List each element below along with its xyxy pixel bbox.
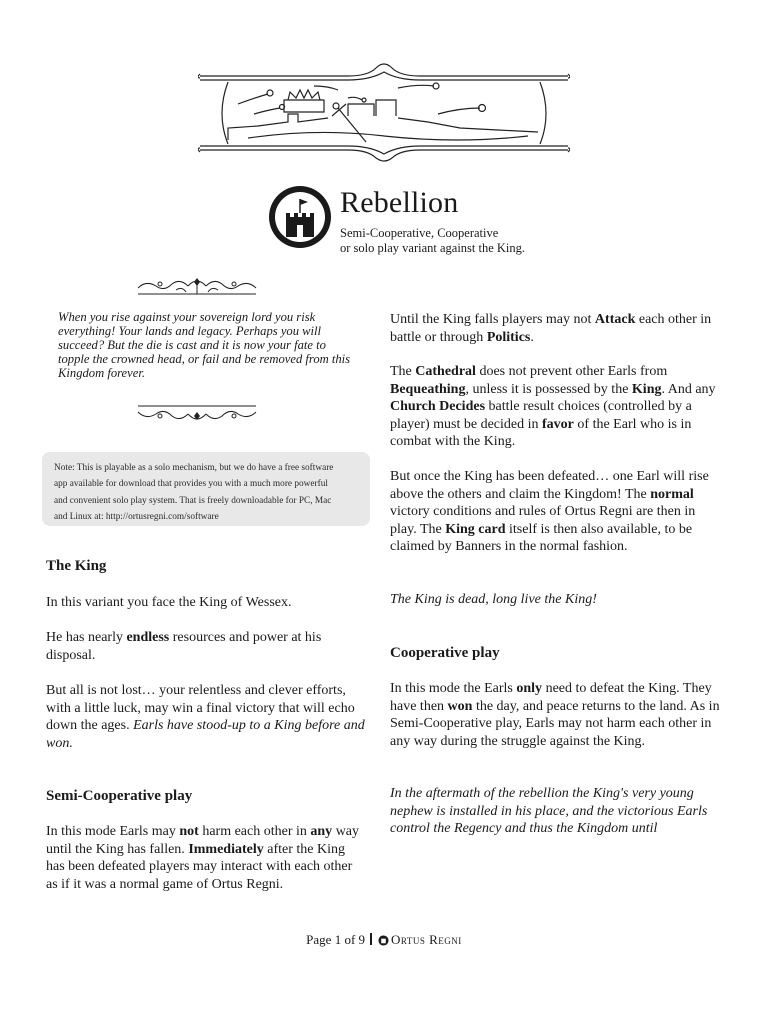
note-line-1: Note: This is playable as a solo mechanism, but we do have a free software bbox=[54, 463, 334, 473]
note-line-4: and Linux at: http://ortusregni.com/software bbox=[54, 511, 219, 522]
note-text bbox=[54, 460, 364, 525]
page-subtitle bbox=[340, 226, 600, 256]
subtitle-line-1: Semi-Cooperative, Cooperative bbox=[340, 226, 499, 240]
cooperative-italic-paragraph: In the aftermath of the rebellion the King's very young nephew is installed in his place, and the victorious Earls control the Regency and thus the Kingdom until bbox=[390, 786, 708, 836]
right-paragraph-1: Until the King falls players may not Attack each other in battle or through Politics. bbox=[390, 312, 712, 345]
flourish-ornament-bottom bbox=[136, 402, 258, 424]
cooperative-paragraph: In this mode the Earls only need to defeat the King. They have then won the day, and peace returns to the land. As in Semi-Cooperative play, Earls may not harm each other in any way during the struggle against the King. bbox=[390, 681, 720, 749]
right-paragraph-3: But once the King has been defeated… one Earl will rise above the others and claim the Kingdom! The normal victory conditions and rules of Ortus Regni are then in play. The King card itself is then also available, to be claimed by Banners in the normal fashion. bbox=[390, 469, 709, 554]
page-footer bbox=[0, 932, 768, 948]
page-title: Rebellion bbox=[340, 186, 459, 219]
semi-cooperative-paragraph: In this mode Earls may not harm each other in any way until the King has fallen. Immediately after the King has been defeated players may interact with each other as if it was a normal game of Ortus Regni. bbox=[46, 824, 360, 892]
heading-semi-cooperative: Semi-Cooperative play bbox=[46, 788, 193, 804]
page-number: Page 1 of 9 bbox=[306, 932, 366, 947]
heading-the-king: The King bbox=[46, 558, 107, 574]
right-paragraph-4: The King is dead, long live the King! bbox=[390, 592, 597, 607]
king-paragraph-2: He has nearly endless resources and power at his disposal. bbox=[46, 630, 322, 663]
tower-logo-icon bbox=[268, 185, 332, 249]
flourish-ornament bbox=[136, 276, 258, 298]
ortus-regni-logo-icon bbox=[378, 935, 389, 946]
king-paragraph-1: In this variant you face the King of Wessex. bbox=[46, 595, 292, 610]
king-paragraph-3: But all is not lost… your relentless and clever efforts, with a little luck, may win a final victory that will echo down the ages. Earls have stood-up to a King before and won. bbox=[46, 683, 365, 751]
footer-separator bbox=[370, 933, 372, 945]
heading-cooperative: Cooperative play bbox=[390, 645, 500, 661]
right-paragraph-2: The Cathedral does not prevent other Earls from Bequeathing, unless it is possessed by the King. And any Church Decides battle result choices (controlled by a player) must be decided in favor of the Earl who is in combat with the King. bbox=[390, 364, 716, 449]
note-line-2: app available for download that provides you with a much more powerful bbox=[54, 479, 328, 490]
note-box bbox=[42, 452, 370, 526]
footer-brand: Ortus Regni bbox=[391, 932, 462, 947]
note-line-3: and convenient solo play system. That is freely downloadable for PC, Mac bbox=[54, 495, 332, 506]
subtitle-line-2: or solo play variant against the King. bbox=[340, 241, 526, 255]
decorative-banner-illustration bbox=[198, 56, 570, 166]
intro-quote: When you rise against your sovereign lord you risk everything! Your lands and legacy. Perhaps you will succeed? But the die is cast and it is now your fate to topple the crowned head, or fail and be removed from this Kingdom forever. bbox=[58, 310, 351, 380]
